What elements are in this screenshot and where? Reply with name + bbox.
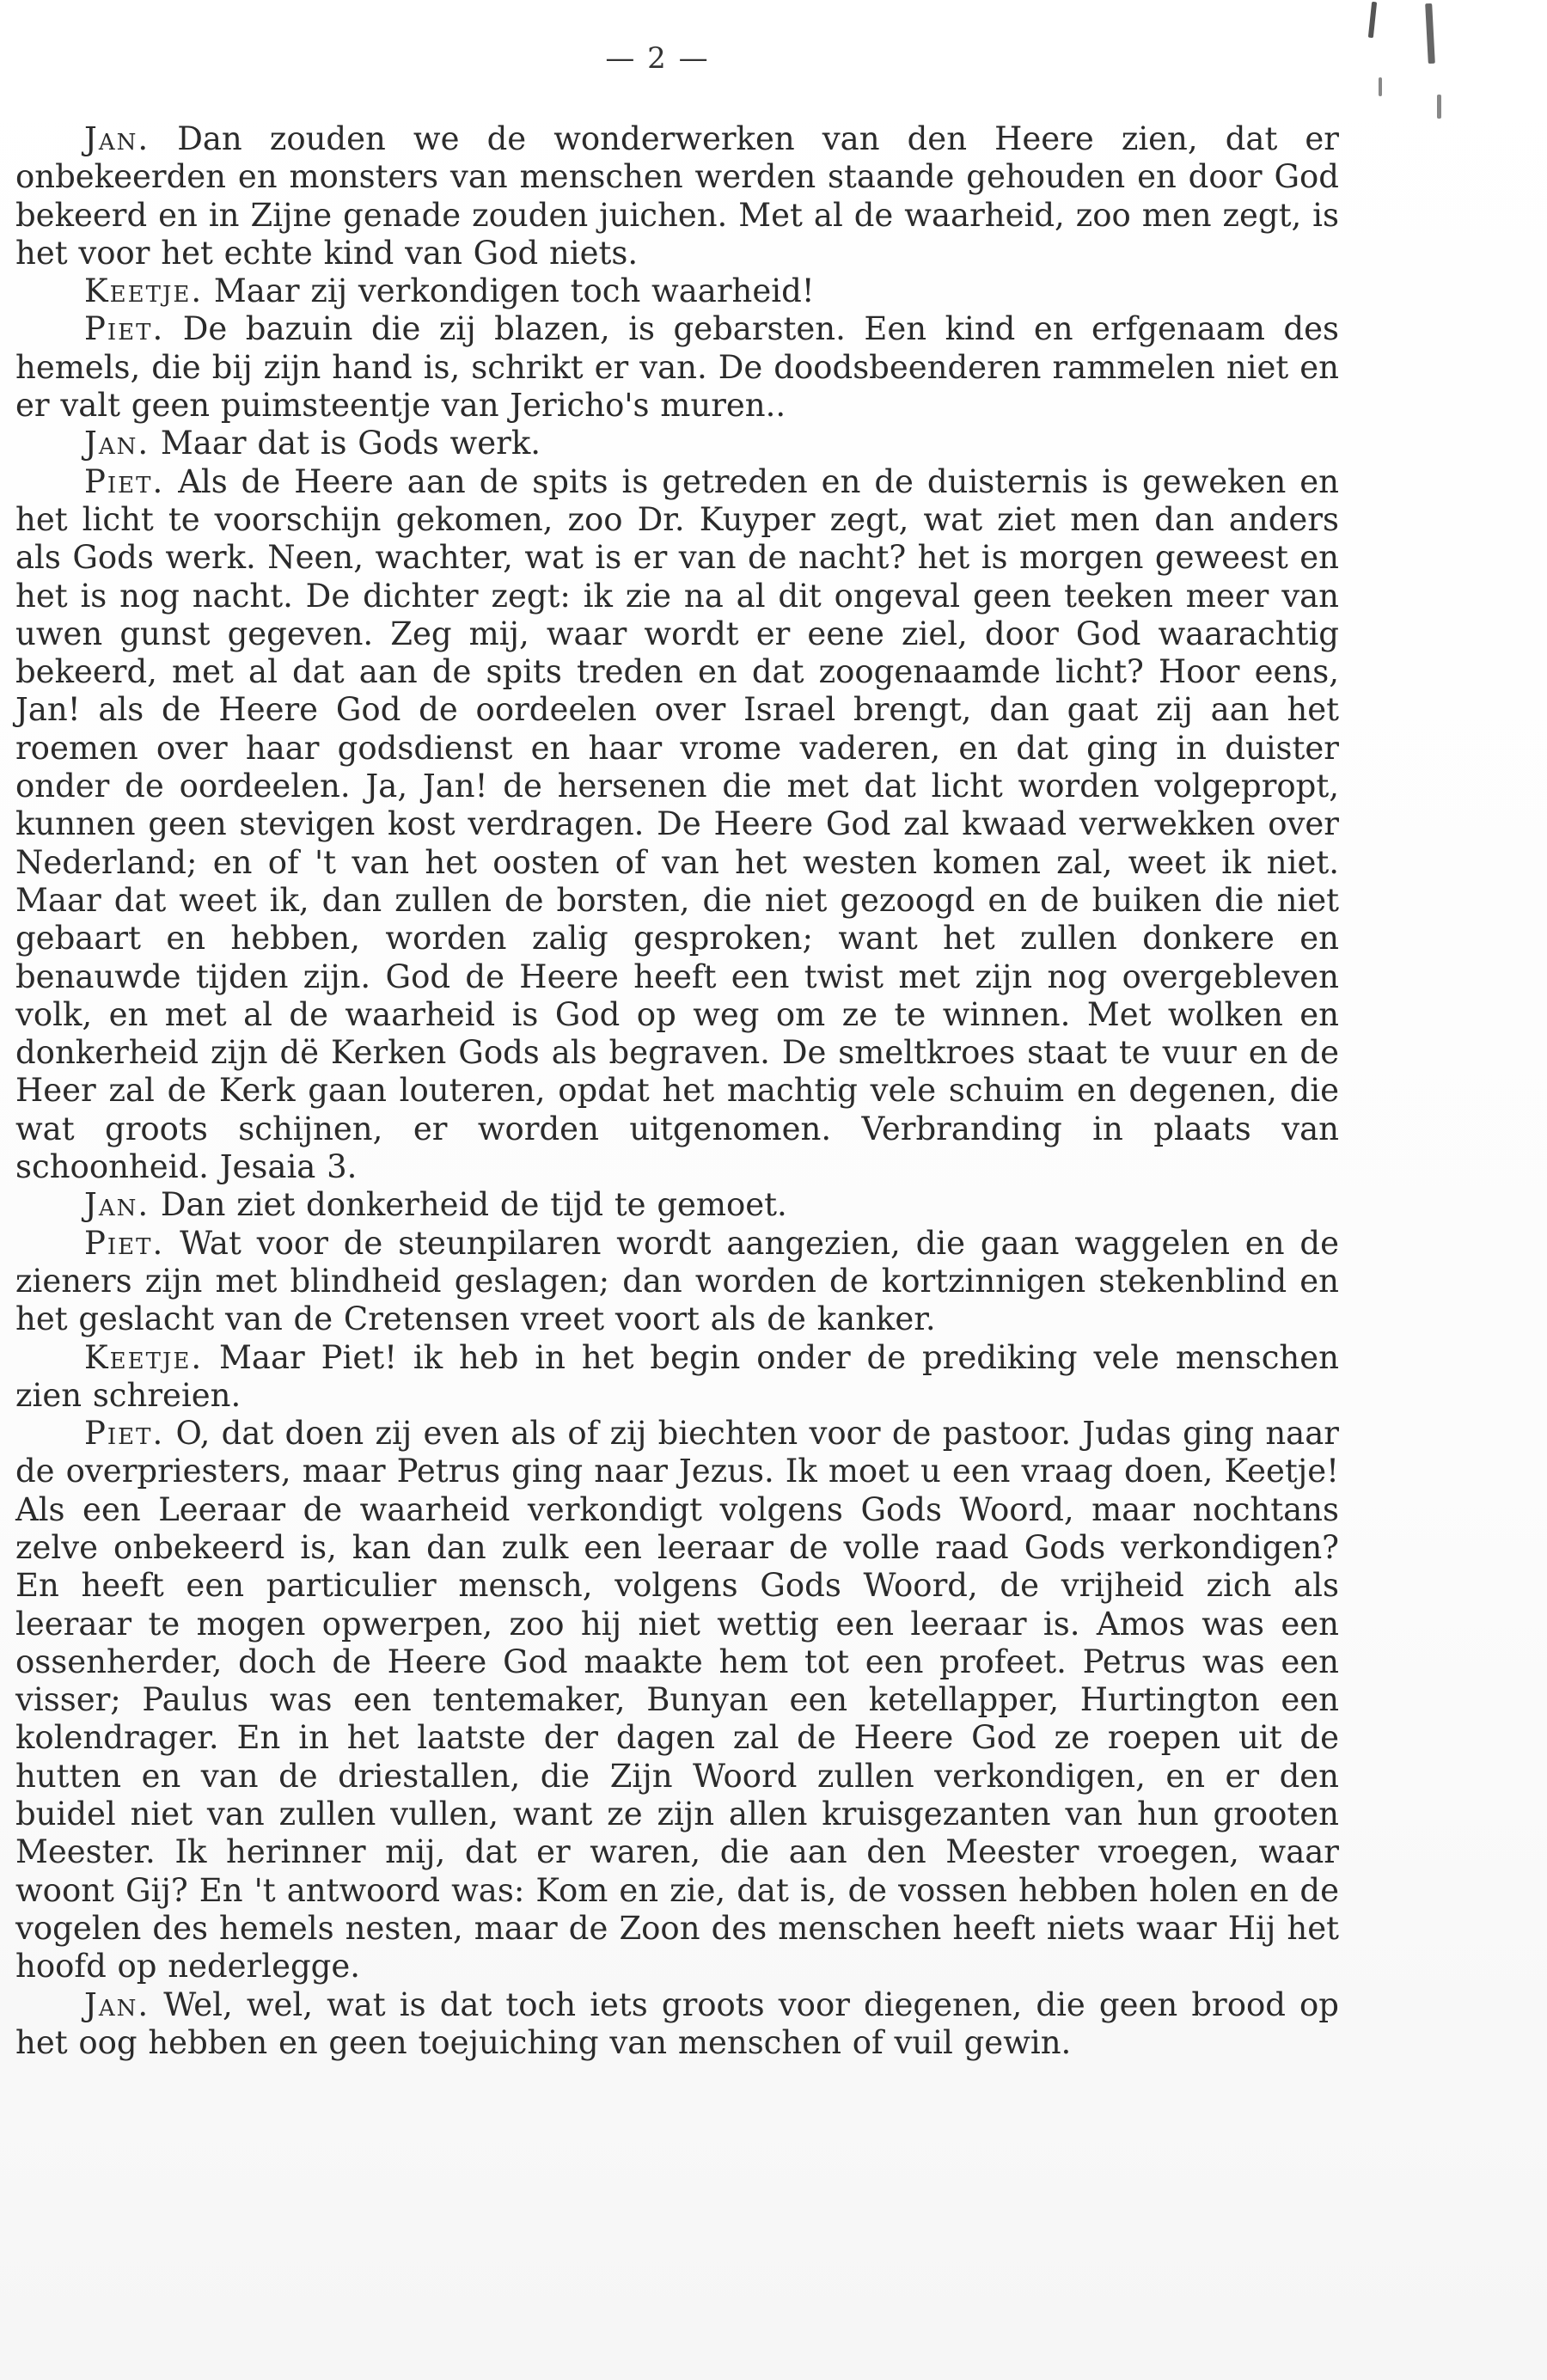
- speaker-name: Piet.: [84, 1415, 165, 1453]
- speech-text: Wel, wel, wat is dat toch iets groots voor diegenen, die geen brood op het oog hebben en geen toejuiching van menschen of vuil gewin.: [15, 1985, 1339, 2061]
- page-number: — 2 —: [605, 41, 710, 76]
- dialogue-paragraph: [15, 1986, 1339, 2063]
- speech-text: Wat voor de steunpilaren wordt aangezien, die gaan waggelen en de zieners zijn met blindheid geslagen; dan worden de kortzinnigen stekenblind en het geslacht van de Cretensen vreet voort als de kanker.: [15, 1224, 1339, 1338]
- speech-text: Dan ziet donkerheid de tijd te gemoet.: [150, 1186, 787, 1224]
- dialogue-paragraph: [15, 1415, 1339, 1985]
- speaker-name: Jan.: [84, 1186, 150, 1224]
- scan-edge-mark: [1425, 3, 1435, 64]
- dialogue-paragraph: [15, 1339, 1339, 1416]
- dialogue-text: [15, 120, 1339, 2062]
- dialogue-paragraph: [15, 425, 1339, 462]
- scan-edge-mark: [1368, 2, 1377, 38]
- speech-text: Dan zouden we de wonderwerken van den Heere zien, dat er onbekeerden en monsters van menschen werden staande gehouden en door God bekeerd en in Zijne genade zouden juichen. Met al de waarheid, zoo men zegt, is het voor het echte kind van God niets.: [15, 120, 1339, 272]
- dialogue-paragraph: [15, 1186, 1339, 1224]
- dialogue-paragraph: [15, 1225, 1339, 1339]
- dialogue-paragraph: [15, 120, 1339, 272]
- speech-text: Als de Heere aan de spits is getreden en de duisternis is geweken en het licht te voorschijn gekomen, zoo Dr. Kuyper zegt, wat ziet men dan anders als Gods werk. Neen, wachter, wat is er van de nacht? het is morgen geweest en het is nog nacht. De dichter zegt: ik zie na al dit ongeval geen teeken meer van uwen gunst gegeven. Zeg mij, waar wordt er eene ziel, door God waarachtig bekeerd, met al dat aan de spits treden en dat zoogenaamde licht? Hoor eens, Jan! als de Heere God de oordeelen over Israel brengt, dan gaat zij aan het roemen over haar godsdienst en haar vrome vaderen, en dat ging in duister onder de oordeelen. Ja, Jan! de hersenen die met dat licht worden volgepropt, kunnen geen stevigen kost verdragen. De Heere God zal kwaad verwekken over Nederland; en of 't van het oosten of van het westen komen zal, weet ik niet. Maar dat weet ik, dan zullen de borsten, die niet gezoogd en de buiken die niet gebaart en hebben, worden zalig gesproken; want het zullen donkere en benauwde tijden zijn. God de Heere heeft een twist met zijn nog overgebleven volk, en met al de waarheid is God op weg om ze te winnen. Met wolken en donkerheid zijn dë Kerken Gods als begraven. De smeltkroes staat te vuur en de Heer zal de Kerk gaan louteren, opdat het machtig vele schuim en degenen, die wat groots schijnen, er worden uitgenomen. Verbranding in plaats van schoonheid. Jesaia 3.: [15, 462, 1339, 1186]
- speech-text: De bazuin die zij blazen, is gebarsten. Een kind en erfgenaam des hemels, die bij zijn hand is, schrikt er van. De doodsbeenderen rammelen niet en er valt geen puimsteentje van Jericho's muren..: [15, 310, 1339, 425]
- scan-edge-mark: [1437, 95, 1441, 119]
- dialogue-paragraph: [15, 463, 1339, 1187]
- speaker-name: Jan.: [84, 1985, 150, 2023]
- speaker-name: Keetje.: [84, 272, 204, 310]
- scan-edge-mark: [1379, 77, 1382, 96]
- speaker-name: Jan.: [84, 120, 150, 157]
- dialogue-paragraph: [15, 310, 1339, 425]
- speaker-name: Piet.: [84, 462, 165, 500]
- speech-text: O, dat doen zij even als of zij biechten voor de pastoor. Judas ging naar de overpriesters, maar Petrus ging naar Jezus. Ik moet u een vraag doen, Keetje! Als een Leeraar de waarheid verkondigt volgens Gods Woord, maar nochtans zelve onbekeerd is, kan dan zulk een leeraar de volle raad Gods verkondigen? En heeft een particulier mensch, volgens Gods Woord, de vrijheid zich als leeraar te mogen opwerpen, zoo hij niet wettig een leeraar is. Amos was een ossenherder, doch de Heere God maakte hem tot een profeet. Petrus was een visser; Paulus was een tentemaker, Bunyan een ketellapper, Hurtington een kolendrager. En in het laatste der dagen zal de Heere God ze roepen uit de hutten en van de driestallen, die Zijn Woord zullen verkondigen, en er den buidel niet van zullen vullen, want ze zijn allen kruisgezanten van hun grooten Meester. Ik herinner mij, dat er waren, die aan den Meester vroegen, waar woont Gij? En 't antwoord was: Kom en zie, dat is, de vossen hebben holen en de vogelen des hemels nesten, maar de Zoon des menschen heeft niets waar Hij het hoofd op nederlegge.: [15, 1415, 1339, 1985]
- speaker-name: Jan.: [84, 425, 150, 462]
- speaker-name: Piet.: [84, 310, 165, 348]
- speech-text: Maar Piet! ik heb in het begin onder de prediking vele menschen zien schreien.: [15, 1338, 1339, 1414]
- speech-text: Maar dat is Gods werk.: [150, 425, 541, 462]
- speaker-name: Piet.: [84, 1224, 165, 1262]
- dialogue-paragraph: [15, 272, 1339, 310]
- speaker-name: Keetje.: [84, 1338, 204, 1376]
- speech-text: Maar zij verkondigen toch waarheid!: [203, 272, 815, 310]
